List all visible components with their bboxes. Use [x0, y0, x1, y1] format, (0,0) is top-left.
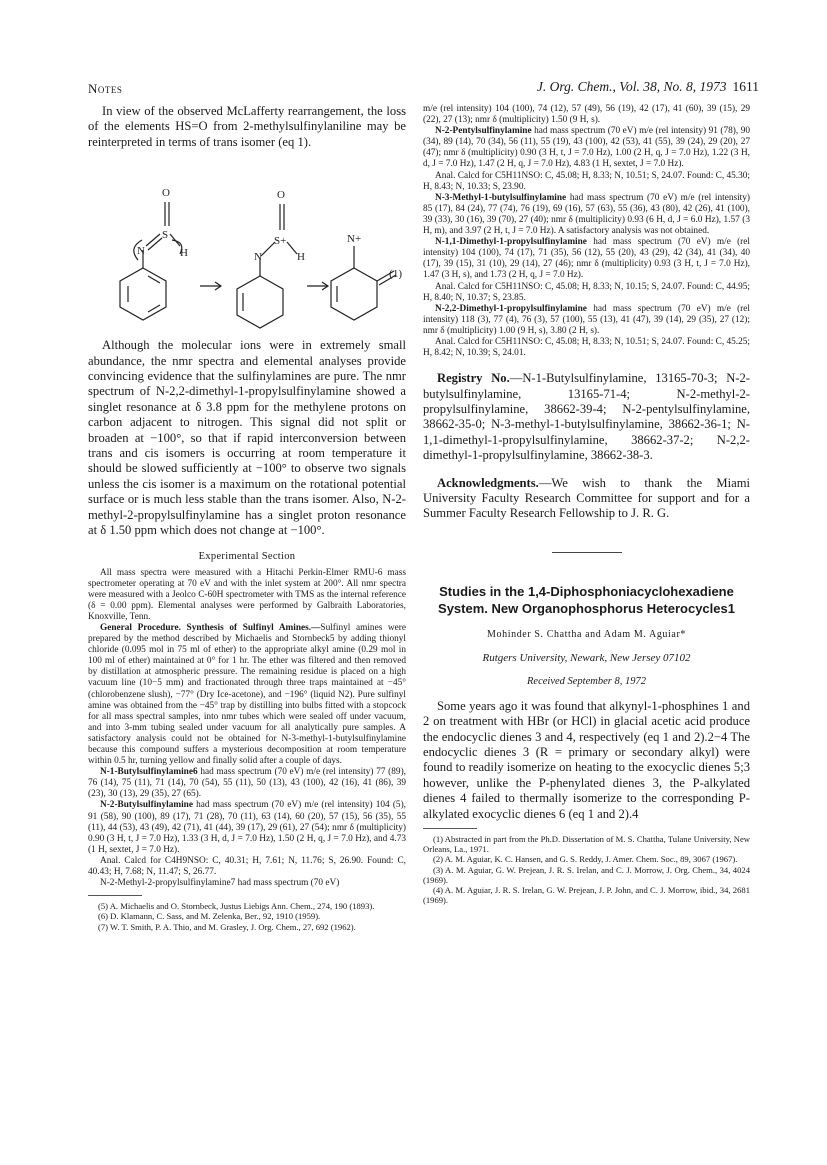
- right-column: [423, 104, 750, 905]
- compound-7-data: [423, 304, 750, 337]
- general-procedure-text: Sulfinyl amines were prepared by the method described by Michaelis and Stornbeck5 by adding thionyl chloride (0.095 mol in 75 ml of ether) to the appropriate alkyl amine (0.29 mol in 100 ml of ether) maintained at 0° for 1 hr. The ether was filtered and then removed by distillation at atmospheric pressure. The remaining residue is placed on a high vacuum line (10−5 mm) and fractionated through three traps maintained at −45° (chlorobenzene slush), −77° (Dry Ice-acetone), and −196° (liquid N2). Pure sulfinyl amine was obtained from the −45° trap by distilling into bulbs fitted with a stopcock for all mass spectral samples, into nmr tubes which were sealed off under vacuum, and into 3-mm tubing sealed under vacuum for all analytically pure samples. A satisfactory analysis could not be obtained for N-3-methyl-1-butylsulfinylamine because this compound suffers a mysterious decomposition at room temperature within 0.5 hr, turning yellow and finally solid after a couple of days.: [88, 622, 406, 767]
- compound-7-name: N-2,2-Dimethyl-1-propylsulfinylamine: [435, 303, 587, 314]
- compound-4-data: [423, 126, 750, 170]
- compound-7-text: had mass spectrum (70 eV) m/e (rel intensity) 118 (3), 77 (4), 76 (3), 57 (100), 55 (13), 41 (47), 39 (14), 29 (35), 27 (12); nmr δ (multiplicity) 1.00 (9 H, s), 3.80 (2 H, s).: [423, 303, 750, 336]
- registry-paragraph: [423, 371, 750, 463]
- left-column: [88, 104, 406, 932]
- compound-3-start: N-2-Methyl-2-propylsulfinylamine7 had mass spectrum (70 eV): [100, 878, 340, 889]
- compound-7-analysis: Anal. Calcd for C5H11NSO: C, 45.08; H, 8.33; N, 10.51; S, 24.07. Found: C, 45.25; H, 8.42; N, 10.39; S, 24.01.: [423, 336, 750, 359]
- atom-s-plus: S+: [274, 235, 287, 248]
- compound-2-text: had mass spectrum (70 eV) m/e (rel intensity) 104 (5), 91 (58), 90 (100), 89 (17), 71 (28), 70 (11), 63 (14), 60 (20), 57 (15), 56 (35), 55 (11), 44 (53), 43 (49), 42 (71), 41 (44), 39 (17), 29 (61), 27 (54); nmr δ (multiplicity) 0.90 (3 H, t, J = 7.0 Hz), 1.33 (3 H, d, J = 7.0 Hz), 1.50 (2 H, q, J = 7.0 Hz), and 4.73 (1 H, sextet, J = 7.0 Hz).: [88, 800, 406, 855]
- running-head: Notes: [88, 81, 123, 96]
- compound-5-data: [423, 193, 750, 237]
- atom-o-1: O: [162, 187, 170, 200]
- received-date: Received September 8, 1972: [527, 675, 646, 687]
- atom-h-1: H: [180, 247, 188, 260]
- footnote-1: (1) Abstracted in part from the Ph.D. Dissertation of M. S. Chattha, Tulane University, New Orleans, La., 1971.: [423, 834, 750, 855]
- general-procedure: [88, 623, 406, 767]
- compound-2-analysis: Anal. Calcd for C4H9NSO: C, 40.31; H, 7.61; N, 11.76; S, 26.90. Found: C, 40.43; H, 7.68; N, 11.47; S, 26.77.: [88, 855, 406, 878]
- footnote-2: (2) A. M. Aguiar, K. C. Hansen, and G. S. Reddy, J. Amer. Chem. Soc., 89, 3067 (1967).: [433, 854, 738, 865]
- atom-n-1: N: [137, 245, 145, 258]
- article-separator: [552, 552, 622, 553]
- compound-1-text: had mass spectrum (70 eV) m/e (rel intensity) 77 (89), 76 (14), 75 (11), 71 (14), 70 (54), 55 (11), 50 (13), 43 (100), 42 (16), 41 (86), 39 (23), 30 (13), 29 (35), 27 (65).: [88, 767, 406, 800]
- article-affiliation: Rutgers University, Newark, New Jersey 07102: [482, 651, 691, 664]
- nmr-paragraph: Although the molecular ions were in extremely small abundance, the nmr spectra and elemental analyses provide convincing evidence that the sulfinylamines are pure. The nmr spectrum of N-2,2-dimethyl-1-propylsulfinylamine showed a singlet resonance at δ 3.8 ppm for the methylene protons on carbon adjacent to nitrogen. This signal did not split or broaden at −100°, so that if rapid interconversion between trans and cis isomers is occurring at room temperature it should be slowed sufficiently at −100° to observe two signals unless the cis isomer is a maximum on the rotational potential surface or is much less stable than the trans isomer. Also, N-2-methyl-2-propylsulfinylamine has a singlet proton resonance at δ 1.50 ppm which does not change at −100°.: [88, 338, 406, 538]
- compound-2-data: [88, 800, 406, 855]
- experimental-instruments: All mass spectra were measured with a Hitachi Perkin-Elmer RMU-6 mass spectrometer operating at 70 eV and with the inlet system at 200°. All nmr spectra were measured with a Jeolco C-60H spectrometer with TMS as the internal reference (δ = 0.00 ppm). Elemental analyses were performed by Galbraith Laboratories, Knoxville, Tenn.: [88, 567, 406, 622]
- acknowledgments-text: —We wish to thank the Miami University Faculty Research Committee for support and for a Summer Faculty Research Fellowship to J. R. G.: [423, 475, 750, 521]
- article-intro: Some years ago it was found that alkynyl-1-phosphines 1 and 2 on treatment with HBr (or HCl) in glacial acetic acid produce the endocyclic dienes 3 and 4, respectively (eq 1 and 2).2−4 The endocyclic dienes 3 (R = primary or secondary alkyl) were found to readily isomerize on heating to the exocyclic dienes 5;3 however, unlike the P-phenylated dienes 3, the P-alkylated dienes 4 failed to thermally isomerize to the corresponding P-alkylated exocyclic dienes 6 (eq 1 and 2).4: [423, 698, 750, 821]
- general-procedure-heading: General Procedure. Synthesis of Sulfinyl Amines.—: [100, 622, 321, 633]
- footnote-rule-right: [423, 828, 477, 829]
- compound-4-name: N-2-Pentylsulfinylamine: [435, 126, 532, 137]
- footnote-rule: [88, 895, 142, 896]
- experimental-heading: Experimental Section: [198, 550, 296, 562]
- atom-n-2: N: [254, 251, 262, 264]
- product-ring: [331, 268, 377, 320]
- equation-label: (1): [389, 268, 402, 281]
- journal-name: J. Org. Chem., Vol. 38, No. 8, 1973: [536, 79, 727, 94]
- atom-s-1: S: [162, 229, 169, 242]
- compound-6-name: N-1,1-Dimethyl-1-propylsulfinylamine: [435, 237, 587, 248]
- compound-1-name: N-1-Butylsulfinylamine6: [100, 767, 198, 778]
- page-number: 1611: [732, 79, 759, 94]
- registry-heading: Registry No.: [437, 371, 510, 386]
- acknowledgments-paragraph: [423, 476, 750, 522]
- registry-text: —N-1-Butylsulfinylamine, 13165-70-3; N-2-butylsulfinylamine, 13165-71-4; N-2-methyl-2-propylsulfinylamine, 38662-39-4; N-2-pentylsulfinylamine, 38662-35-0; N-3-methyl-1-butylsulfinylamine, 38662-36-1; N-1,1-dimethyl-1-propylsulfinylamine, 38662-37-2; N-2,2-dimethyl-1-propylsulfinylamine, 38662-38-3.: [423, 371, 750, 463]
- journal-citation: [537, 79, 759, 95]
- compound-6-analysis: Anal. Calcd for C5H11NSO: C, 45.08; H, 8.33; N, 10.15; S, 24.07. Found: C, 44.95; H, 8.40; N, 10.37; S, 23.85.: [423, 281, 750, 303]
- footnote-3: (3) A. M. Aguiar, G. W. Prejean, J. R. S. Irelan, and C. J. Morrow, J. Org. Chem., 34, 4024 (1969).: [423, 864, 750, 885]
- atom-n-plus: N+: [347, 233, 362, 246]
- compound-3-continued: m/e (rel intensity) 104 (100), 74 (12), 57 (49), 56 (19), 42 (17), 41 (60), 39 (15), 29 (22), 27 (13); nmr δ (multiplicity) 1.50 (9 H, s).: [423, 104, 750, 126]
- footnote-6: (6) D. Klamann, C. Sass, and M. Zelenka, Ber., 92, 1910 (1959).: [98, 911, 321, 922]
- compound-2-name: N-2-Butylsulfinylamine: [100, 800, 193, 811]
- footnote-5: (5) A. Michaelis and O. Stornbeck, Justus Liebigs Ann. Chem., 274, 190 (1893).: [98, 901, 375, 912]
- reaction-scheme: [88, 156, 406, 330]
- compound-6-text: had mass spectrum (70 eV) m/e (rel intensity) 104 (100), 74 (17), 71 (35), 56 (12), 55 (20), 43 (29), 42 (34), 41 (34), 40 (17), 39 (15), 31 (10), 29 (14), 27 (46); nmr δ (multiplicity) 0.93 (3 H, t, J = 7.0 Hz), 1.47 (3 H, s), and 1.73 (2 H, q, J = 7.0 Hz).: [423, 237, 750, 281]
- compound-1-data: [88, 767, 406, 800]
- cyclohexadiene-ring: [237, 276, 283, 328]
- footnote-4: (4) A. M. Aguiar, J. R. S. Irelan, G. W. Prejean, J. P. John, and C. J. Morrow, ibid., 34, 2681 (1969).: [423, 885, 750, 906]
- compound-4-text: had mass spectrum (70 eV) m/e (rel intensity) 91 (78), 90 (34), 89 (14), 70 (34), 56 (11), 55 (19), 43 (100), 42 (53), 41 (55), 39 (24), 29 (20), 27 (47); nmr δ (multiplicity) 0.90 (3 H, t, J = 7.0 Hz), 1.00 (2 H, q, J = 7.0 Hz), 1.22 (3 H, d, J = 7.0 Hz), 1.47 (2 H, q, J = 7.0 Hz), 4.83 (1 H, sextet, J = 7.0 Hz).: [423, 126, 750, 170]
- article-title: Studies in the 1,4-Diphosphoniacyclohexadiene System. New Organophosphorus Heterocycles1: [438, 583, 735, 616]
- atom-o-2: O: [277, 189, 285, 202]
- intro-paragraph: In view of the observed McLafferty rearrangement, the loss of the elements HS=O from 2-methylsulfinylaniline may be reinterpreted in terms of trans isomer (eq 1).: [88, 104, 406, 149]
- atom-h-2: H: [297, 251, 305, 264]
- footnote-7: (7) W. T. Smith, P. A. Thio, and M. Grasley, J. Org. Chem., 27, 692 (1962).: [98, 921, 356, 932]
- compound-5-name: N-3-Methyl-1-butylsulfinylamine: [435, 192, 567, 203]
- benzene-ring-1: [120, 268, 166, 320]
- compound-6-data: [423, 237, 750, 281]
- acknowledgments-heading: Acknowledgments.: [437, 475, 539, 490]
- scheme-drawing: [88, 156, 406, 330]
- article-authors: Mohinder S. Chattha and Adam M. Aguiar*: [487, 628, 686, 640]
- compound-5-text: had mass spectrum (70 eV) m/e (rel intensity) 85 (17), 84 (24), 77 (74), 76 (19), 69 (16), 57 (63), 55 (36), 43 (80), 42 (26), 41 (100), 39 (33), 30 (16), 39 (70), 27 (40); nmr δ (multiplicity) 0.93 (6 H, d, J = 6.0 Hz), 1.57 (3 H, m), and 3.97 (2 H, t, J = 7.0 Hz). A satisfactory analysis was not obtained.: [423, 192, 750, 237]
- compound-4-analysis: Anal. Calcd for C5H11NSO: C, 45.08; H, 8.33; N, 10.51; S, 24.07. Found: C, 45.30; H, 8.43; N, 10.33; S, 23.90.: [423, 170, 750, 192]
